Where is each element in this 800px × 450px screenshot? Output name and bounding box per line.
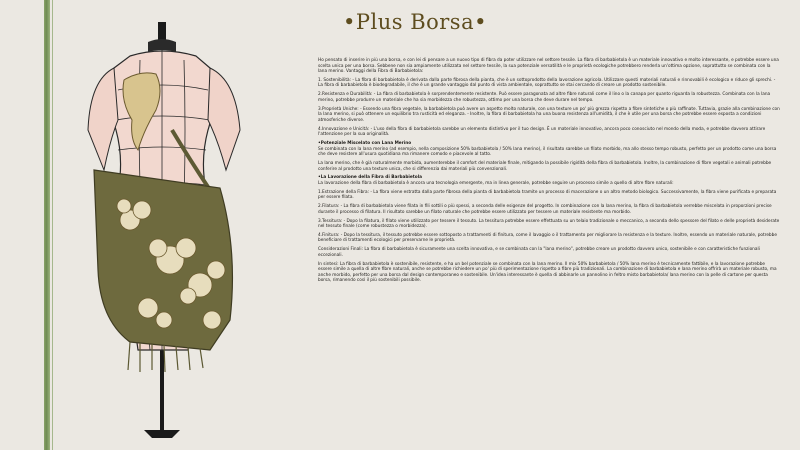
paragraph-innovazione: 4.Innovazione e Unicità: - L'uso della fibra di barbabietola sarebbe un elemento distintivo per il tuo design. È un materiale innovativo, ancora poco conosciuto nel mondo della moda, e potrebbe davvero attirare l'attenzione per la sua originalità. <box>318 126 766 138</box>
page-title: •Plus Borsa• <box>342 10 487 34</box>
heading-lavorazione: •La Lavorazione della Fibra di Barbabietola <box>318 175 423 181</box>
paragraph-lana-merino: La lana merino, che è già naturalmente morbida, aumenterebbe il comfort del materiale finale, mitigando la possibile rigidità della fibra di barbabietola. Inoltre, la combinazione di fibre vegetali e animali potrebbe conferire al prodotto una texture unica, che si differenzia dai materiali più convenzionali. <box>318 160 772 172</box>
paragraph-resistenza: 2.Resistenza e Durabilità: - La fibra di barbabietola è sorprendentemente resistente. Può essere paragonata ad altre fibre naturali come il lino o la canapa per quanto riguarda la robustezza. Combinata con la lana merino, potrebbe produrre un materiale che ha sia morbidezza che robustezza, ottimo per una borsa che deve durare nel tempo. <box>318 92 771 103</box>
paragraph-finitura: 4.Finitura: - Dopo la tessitura, il tessuto potrebbe essere sottoposto a trattamenti di finitura, come il lavaggio o il trattamento per migliorare la resistenza e la texture. Inoltre, essendo un materiale naturale, potrebbe beneficiare di trattamenti ecologici per preservarne le proprietà. <box>318 232 777 244</box>
paragraph-tessitura: 3.Tessitura: - Dopo la filatura, il filato viene utilizzato per tessere il tessuto. La tessitura potrebbe essere effettuata su un telaio tradizionale o meccanico, a seconda dello spessore del filato e delle proprietà desiderate nel tessuto finale (come robustezza o morbidezza). <box>318 218 780 230</box>
paragraph-sintesi: In sintesi: La fibra di barbabietola è sostenibile, resistente, e ha un bel potenziale se combinata con la lana merino. Il mix 50% barbabietola / 50% lana merino è tecnicamente fattibile, e la lavorazione potrebbe essere simile a quella di altre fibre naturali, anche se potrebbe richiedere un po' più di sperimentazione rispetto a fibre più tradizionali. La combinazione di barbabietola e lana merino offrirà un materiale robusto, ma anche morbido, perfetto per una borsa dal design contemporaneo e sostenibile. Un'idea interessante è quella di abbinarle un pannolino in feltro misto barbabietola/ lana merino con la pelle di cartone per questa borsa, rimanendo così il più sostenibili possibile. <box>318 261 777 284</box>
paragraph-filatura: 2.Filatura: - La fibra di barbabietola viene filata in fili sottili o più spessi, a seconda delle esigenze del progetto. In combinazione con la lana merino, la fibra di barbabietola verrebbe miscelata in proporzioni precise durante il processo di filatura. Il risultato sarebbe un filato naturale che potrebbe essere utilizzato per tessere un materiale resistente ma morbido. <box>318 204 772 215</box>
paragraph-composizione: Se combinata con la lana merino (ad esempio, nella composizione 50% barbabietola / 50% lana merino), il risultato sarebbe un filato morbido, ma allo stesso tempo robusto, perfetto per un prodotto come una borsa che deve resistere all'usura quotidiana ma rimanere comodo e piacevole al tatto. <box>318 146 777 158</box>
paragraph-sostenibilita: 1. Sostenibilità: - La fibra di barbabietola è derivata dalla parte fibrosa della pianta, che è un sottoprodotto della lavorazione agricola. Utilizzare questi materiali naturali e rinnovabili è ecologico e riduce gli sprechi. - La fibra di barbabietola è biodegradabile, il che è un grande vantaggio dal punto di vista ambientale, soprattutto se stai cercando di creare un prodotto sostenibile. <box>318 77 776 89</box>
paragraph-lavorazione-intro: La lavorazione della fibra di barbabietola è ancora una tecnologia emergente, ma in linea generale, potrebbe seguire un processo simile a quello di altre fibre naturali: <box>318 180 674 186</box>
paragraph-intro: Ho pensato di inserire in più una borsa, e con lei di pensare a un nuovo tipo di fibra da poter utilizzare nel settore tessile. La fibra di barbabietola è un materiale innovativo e molto interessante, e potrebbe essere una scelta unica per una borsa. Sebbene non sia ampiamente utilizzata nel settore tessile, la sua potenziale versatilità e le proprietà ecologiche potrebbero renderla un'ottima opzione, soprattutto se combinata con la lana merino. Vantaggi della Fibra di Barbabietola: <box>318 58 779 75</box>
paragraph-proprieta-uniche: 3.Proprietà Uniche: - Essendo una fibra vegetale, la barbabietola può avere un aspetto molto naturale, con una texture un po' più grezza rispetto a fibre sintetiche o più raffinate. Tuttavia, grazie alla combinazione con la lana merino, si può ottenere un equilibrio tra rusticità ed eleganza. - Inoltre, la fibra di barbabietola ha una buona resistenza all'umidità, il che è utile per una borsa che potrebbe essere esposta a condizioni atmosferiche diverse. <box>318 106 780 123</box>
paragraph-estrazione: 1.Estrazione della Fibra: - La fibra viene estratta dalla parte fibrosa della pianta di barbabietola tramite un processo di macerazione o un altro metodo biologico. Successivamente, la fibra viene purificata e preparata per essere filata. <box>318 189 777 201</box>
document-body <box>318 58 780 438</box>
mannequin-bag-illustration <box>60 20 310 445</box>
heading-potenziale-miscelato: •Potenziale Miscelato con Lana Merino <box>318 141 412 147</box>
decorative-green-stripe <box>44 0 50 450</box>
paragraph-considerazioni: Considerazioni Finali: La fibra di barbabietola è sicuramente una scelta innovativa, e se combinata con la "lana merino", potrebbe creare un prodotto davvero unico, sostenibile e con caratteristiche funzionali eccezionali. <box>318 247 760 258</box>
